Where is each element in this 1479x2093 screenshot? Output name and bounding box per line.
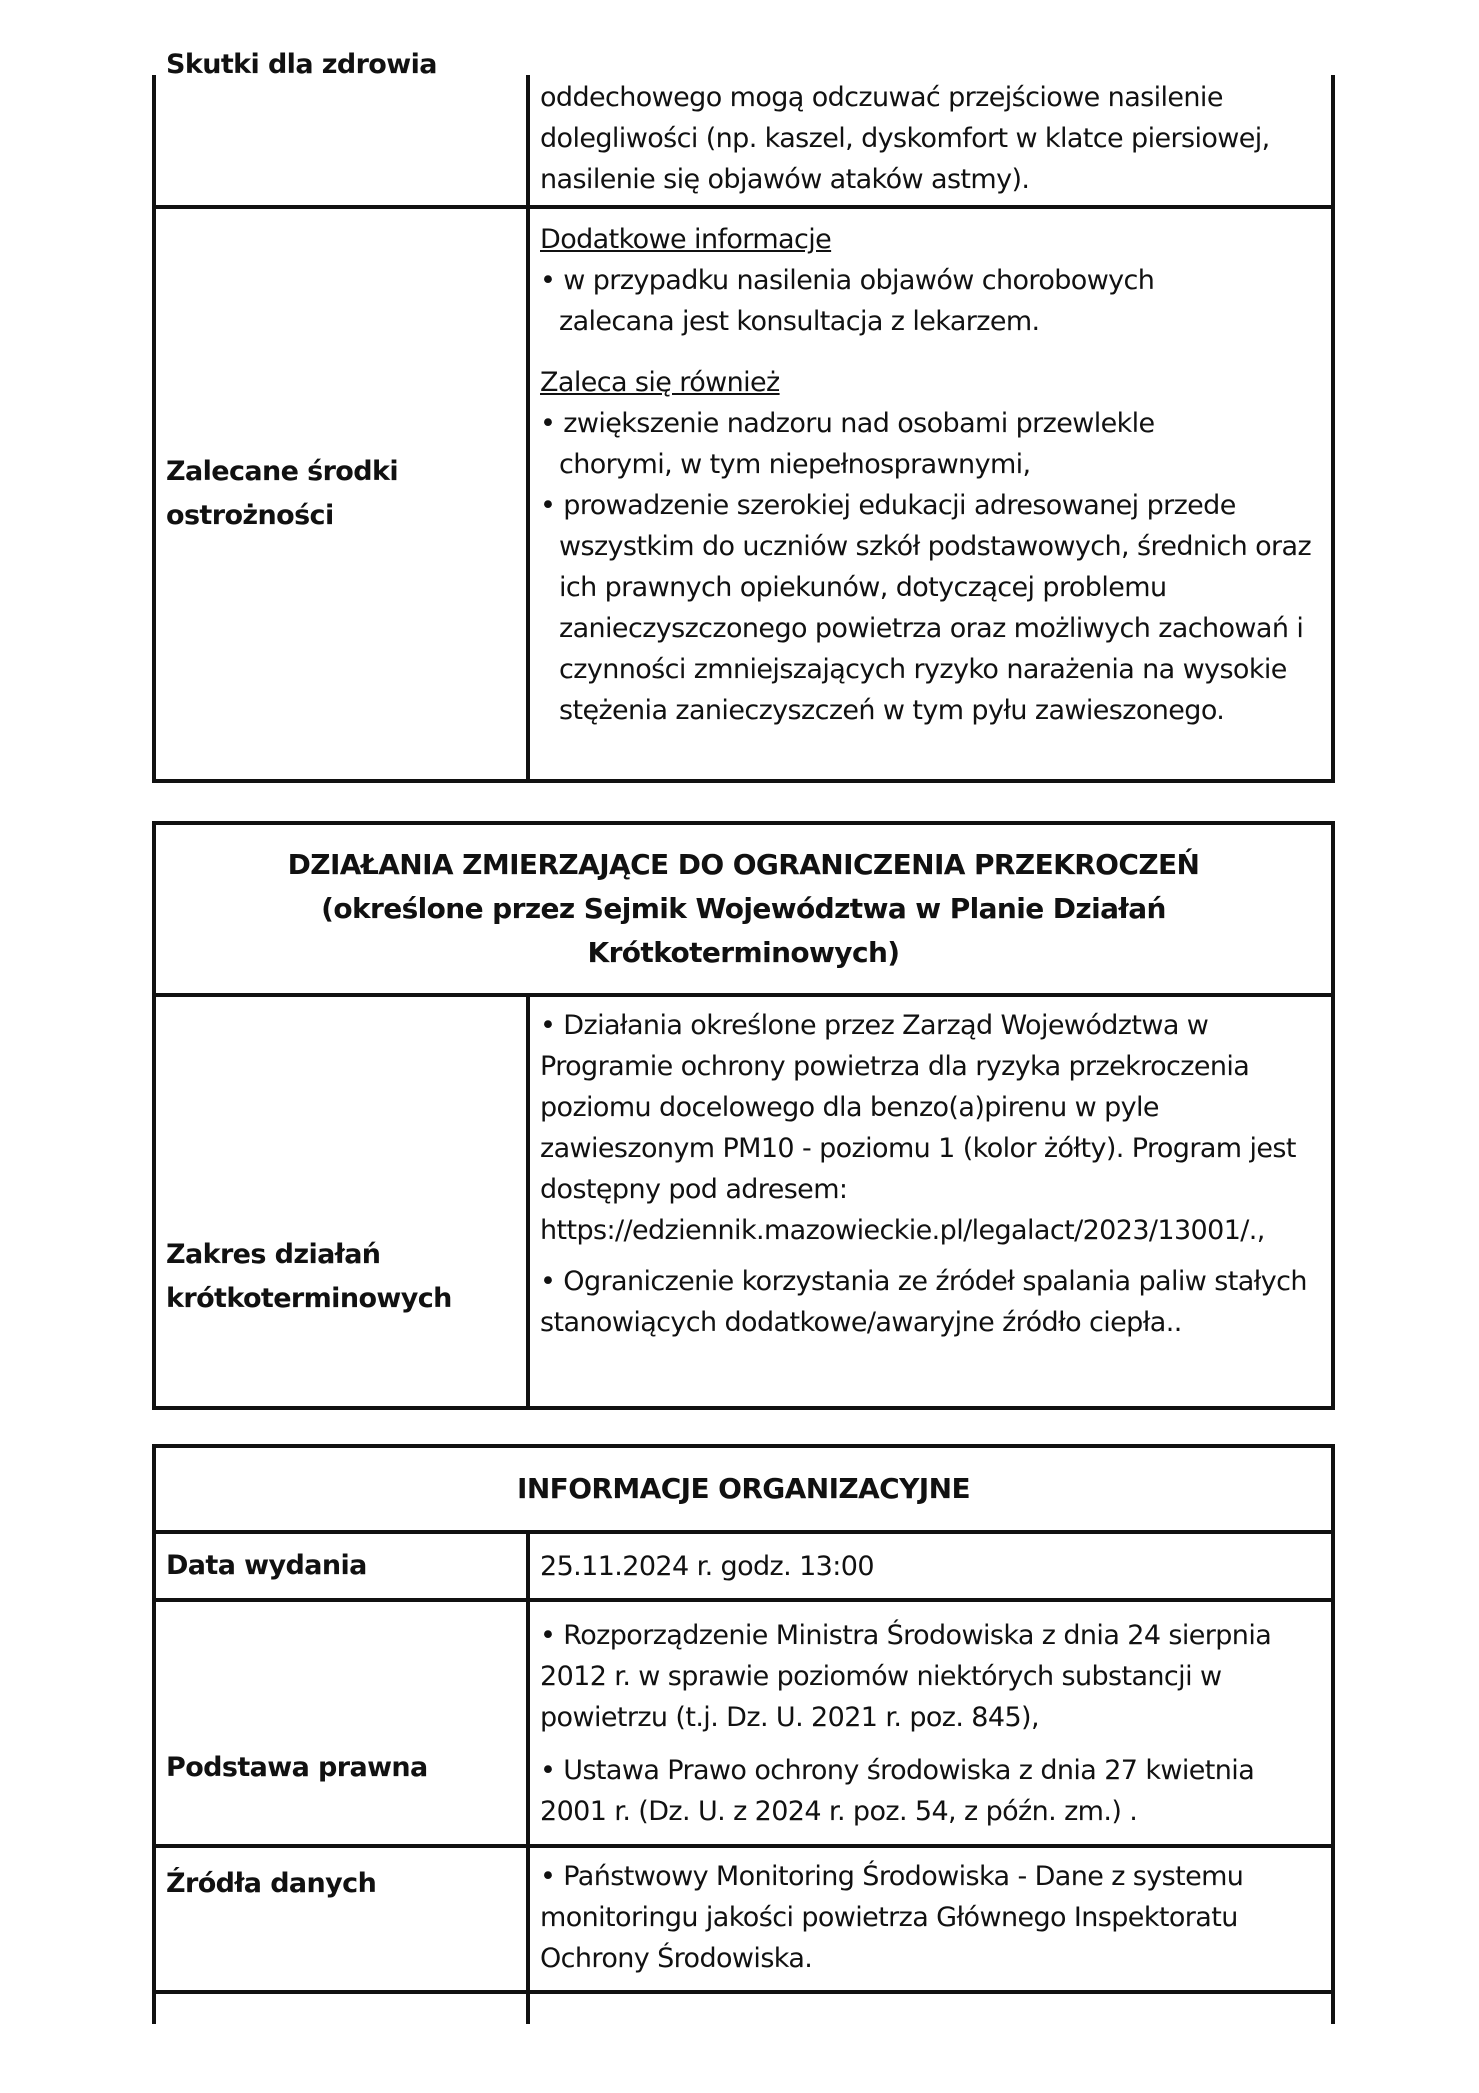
- data-sources-value: [530, 1848, 1331, 1990]
- list-item: • Ograniczenie korzystania ze źródeł spalania paliw stałych stanowiących dodatkowe/awaryjne źródło ciepła..: [540, 1266, 1307, 1338]
- short-term-actions-row: [156, 997, 1331, 1406]
- list-item: • prowadzenie szerokiej edukacji adresowanej przede wszystkim do uczniów szkół podstawowych, średnich oraz ich prawnych opiekunów, dotyczącej problemu zanieczyszczonego powietrza oraz możliwych zachowań i czynności zmniejszających ryzyko narażenia na wysokie stężenia zanieczyszczeń w tym pyłu zawieszonego.: [540, 490, 1312, 726]
- legal-basis-label: Podstawa prawna: [156, 1602, 530, 1844]
- heading-also-recommended: Zaleca się również: [540, 367, 780, 398]
- list-item: • w przypadku nasilenia objawów chorobowych zalecana jest konsultacja z lekarzem.: [540, 265, 1155, 337]
- empty-clipped-row: [156, 1994, 1331, 2024]
- data-sources-row: [156, 1848, 1331, 1994]
- precautions-label: Zalecane środki ostrożności: [156, 209, 530, 779]
- legal-basis-value: [530, 1602, 1331, 1844]
- health-effects-value: oddechowego mogą odczuwać przejściowe nasilenie dolegliwości (np. kaszel, dyskomfort w klatce piersiowej, nasilenie się objawów ataków astmy).: [540, 82, 1270, 195]
- list-item: • Działania określone przez Zarząd Województwa w Programie ochrony powietrza dla ryzyka przekroczenia poziomu docelowego dla benzo(a)pirenu w pyle zawieszonym PM10 - poziomu 1 (kolor żółty). Program jest dostępny pod adresem: https://edziennik.mazowieckie.pl/legalact/2023/13001/.,: [540, 1010, 1296, 1246]
- short-term-actions-value: [530, 997, 1331, 1406]
- legal-basis-row: [156, 1602, 1331, 1848]
- precautions-value: [530, 209, 1331, 779]
- org-info-title: INFORMACJE ORGANIZACYJNE: [156, 1448, 1331, 1534]
- issue-date-value: 25.11.2024 r. godz. 13:00: [540, 1550, 874, 1582]
- list-item: • Państwowy Monitoring Środowiska - Dane z systemu monitoringu jakości powietrza Głównego Inspektoratu Ochrony Środowiska.: [540, 1861, 1244, 1974]
- precautions-row: [156, 209, 1331, 779]
- list-item: • Rozporządzenie Ministra Środowiska z dnia 24 sierpnia 2012 r. w sprawie poziomów niektórych substancji w powietrzu (t.j. Dz. U. 2021 r. poz. 845),: [540, 1619, 1272, 1733]
- short-term-actions-label: Zakres działań krótkoterminowych: [156, 997, 530, 1406]
- actions-table: [152, 821, 1335, 1410]
- actions-title: DZIAŁANIA ZMIERZAJĄCE DO OGRANICZENIA PRZEKROCZEŃ (określone przez Sejmik Województwa w Planie Działań Krótkoterminowych): [156, 825, 1331, 997]
- empty-label-cell: [156, 1994, 530, 2024]
- data-sources-label: Źródła danych: [156, 1848, 530, 1990]
- health-table: [152, 49, 1335, 783]
- health-effects-label: Skutki dla zdrowia: [156, 75, 530, 205]
- empty-value-cell: [530, 1994, 1331, 2024]
- list-item: • zwiększenie nadzoru nad osobami przewlekle chorymi, w tym niepełnosprawnymi,: [540, 408, 1155, 480]
- issue-date-row: [156, 1534, 1331, 1602]
- health-effects-row: [156, 49, 1331, 209]
- issue-date-label: Data wydania: [156, 1534, 530, 1598]
- heading-additional-info: Dodatkowe informacje: [540, 224, 832, 255]
- org-info-table: [152, 1444, 1335, 2024]
- list-item: • Ustawa Prawo ochrony środowiska z dnia 27 kwietnia 2001 r. (Dz. U. z 2024 r. poz. 54, z późn. zm.) .: [540, 1754, 1255, 1827]
